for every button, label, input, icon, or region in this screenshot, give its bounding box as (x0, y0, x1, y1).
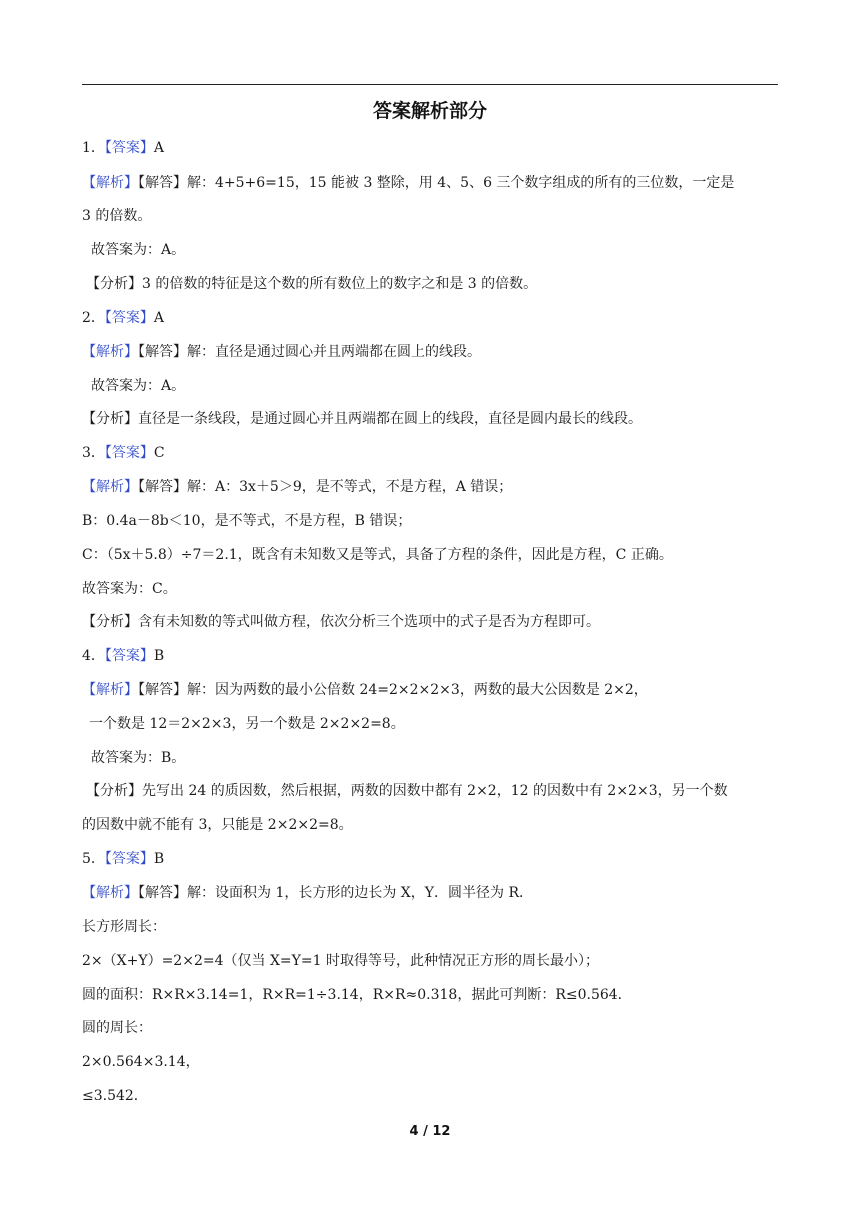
q2-answer-tag: 【答案】 (104, 310, 154, 326)
q2-text-3: 【分析】直径是一条线段，是通过圆心并且两端都在圆上的线段，直径是圆内最长的线段。 (82, 411, 642, 427)
q5-analysis-tag: 【解析】 (82, 885, 138, 901)
q3-answer-line (82, 443, 782, 463)
q4-analysis-line (82, 680, 782, 700)
q2-text-2: 故答案为：A。 (91, 378, 186, 394)
q5-text-1: 【解答】解：设面积为 1，长方形的边长为 X，Y．圆半径为 R． (138, 885, 534, 901)
q3-answer-tag: 【答案】 (104, 445, 154, 461)
q5-text-4: 圆的面积：R×R×3.14=1，R×R=1÷3.14，R×R≈0.318，据此可判断：R≤0.564． (82, 987, 632, 1003)
q1-text-3: 故答案为：A。 (91, 242, 186, 258)
q4-text-5: 的因数中就不能有 3，只能是 2×2×2=8。 (82, 817, 353, 833)
q4-analysis-tag: 【解析】 (82, 682, 138, 698)
q4-answer: B (153, 648, 165, 664)
q3-number: 3． (82, 445, 105, 461)
q1-answer: A (153, 140, 165, 156)
q4-number: 4． (82, 648, 105, 664)
q4-text-1: 【解答】解：因为两数的最小公倍数 24=2×2×2×3，两数的最大公因数是 2×2， (138, 682, 648, 698)
q1-text-1: 【解答】解：4+5+6=15，15 能被 3 整除，用 4、5、6 三个数字组成的所有的三位数，一定是 (138, 175, 735, 191)
q5-number: 5． (82, 851, 105, 867)
q5-analysis-line (82, 883, 782, 903)
q2-answer-line (82, 308, 782, 328)
q1-answer-tag: 【答案】 (104, 140, 154, 156)
q2-answer: A (153, 310, 165, 326)
q3-text-2: B：0.4a－8b＜10，是不等式，不是方程，B 错误； (82, 513, 412, 529)
q4-answer-line (82, 646, 782, 666)
q1-text-4: 【分析】3 的倍数的特征是这个数的所有数位上的数字之和是 3 的倍数。 (86, 276, 538, 292)
q3-text-1: 【解答】解：A：3x＋5＞9，是不等式，不是方程，A 错误； (138, 479, 513, 495)
q1-analysis-line (82, 173, 782, 193)
q5-text-7: ≤3.542． (82, 1088, 148, 1104)
q4-text-4: 【分析】先写出 24 的质因数，然后根据，两数的因数中都有 2×2，12 的因数中有 2×2×3，另一个数 (86, 783, 728, 799)
q5-text-3: 2×（X+Y）=2×2=4（仅当 X=Y=1 时取得等号，此种情况正方形的周长最小）； (82, 953, 599, 969)
q5-text-2: 长方形周长： (82, 919, 166, 935)
q3-answer: C (153, 445, 165, 461)
top-rule (82, 84, 778, 85)
q3-text-4: 故答案为：C。 (82, 581, 177, 597)
q4-text-3: 故答案为：B。 (91, 750, 186, 766)
q2-analysis-line (82, 342, 782, 362)
q3-text-5: 【分析】含有未知数的等式叫做方程，依次分析三个选项中的式子是否为方程即可。 (82, 614, 600, 630)
page-title: 答案解析部分 (372, 100, 487, 122)
q1-number: 1． (82, 140, 105, 156)
q5-text-6: 2×0.564×3.14， (82, 1054, 200, 1070)
q2-analysis-tag: 【解析】 (82, 344, 138, 360)
q4-text-2: 一个数是 12＝2×2×3，另一个数是 2×2×2=8。 (89, 716, 405, 732)
q2-number: 2． (82, 310, 105, 326)
q2-text-1: 【解答】解：直径是通过圆心并且两端都在圆上的线段。 (138, 344, 481, 360)
q1-analysis-tag: 【解析】 (82, 175, 138, 191)
q1-answer-line (82, 138, 782, 158)
page-number: 4 / 12 (409, 1124, 451, 1139)
q5-answer-line (82, 849, 782, 869)
q5-text-5: 圆的周长： (82, 1020, 152, 1036)
q3-text-3: C：（5x＋5.8）÷7＝2.1，既含有未知数又是等式，具备了方程的条件，因此是方程，C 正确。 (82, 547, 673, 563)
q4-answer-tag: 【答案】 (104, 648, 154, 664)
q1-text-2: 3 的倍数。 (82, 208, 152, 224)
q3-analysis-line (82, 477, 782, 497)
q3-analysis-tag: 【解析】 (82, 479, 138, 495)
q5-answer: B (153, 851, 165, 867)
q5-answer-tag: 【答案】 (104, 851, 154, 867)
